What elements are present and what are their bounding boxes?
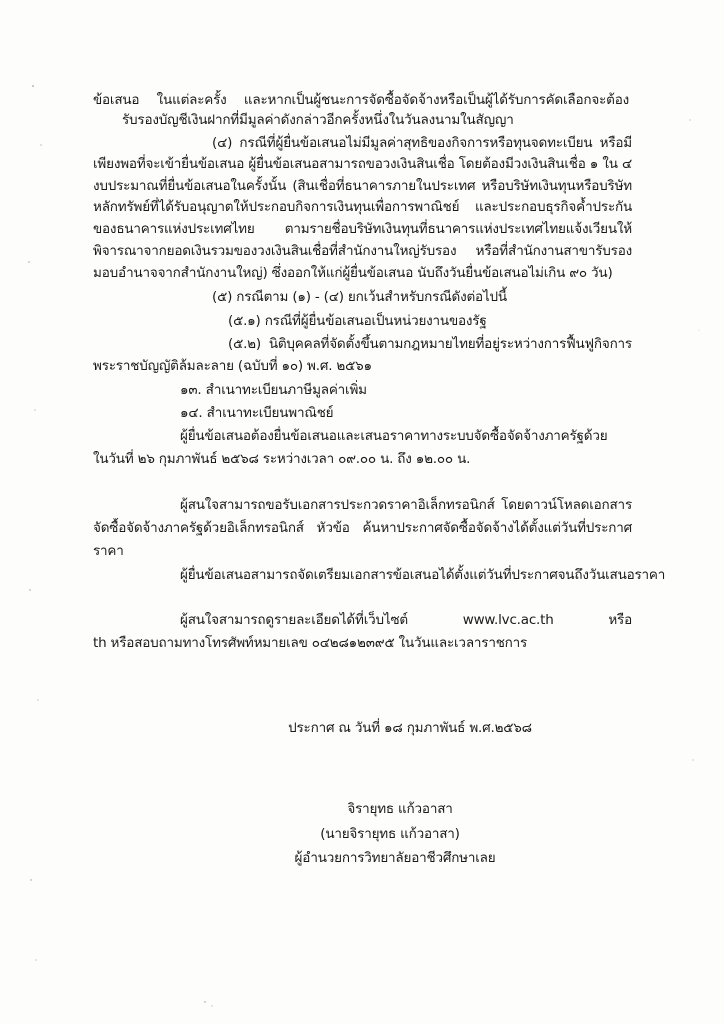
- paragraph-line: ๑๓. สำเนาทะเบียนภาษีมูลค่าเพิ่ม: [180, 382, 367, 398]
- paragraph-line: ผู้สนใจสามารถขอรับเอกสารประกวดราคาอิเล็กทรอนิกส์ โดยดาวน์โหลดเอกสาร: [180, 497, 632, 513]
- signer-name: (นายจิรายุทธ แก้วอาสา): [320, 826, 460, 842]
- paragraph-line: (๕.๑) กรณีที่ผู้ยื่นข้อเสนอเป็นหน่วยงานของรัฐ: [228, 313, 487, 329]
- paragraph-line: th หรือสอบถามทางโทรศัพท์หมายเลข ๐๔๒๘๑๒๓๙๕ ในวันและเวลาราชการ: [93, 635, 528, 651]
- paragraph-line: ผู้ยื่นข้อเสนอต้องยื่นข้อเสนอและเสนอราคาทางระบบจัดซื้อจัดจ้างภาครัฐด้วย: [180, 428, 608, 444]
- paragraph-line: (๕.๒) นิติบุคคลที่จัดตั้งขึ้นตามกฎหมายไทยที่อยู่ระหว่างการฟื้นฟูกิจการ: [228, 336, 632, 352]
- paragraph-line: พิจารณาจากยอดเงินรวมของวงเงินสินเชื่อที่สำนักงานใหญ่รับรอง หรือที่สำนักงานสาขารับรอง: [93, 243, 632, 259]
- paragraph-line: ราคา: [93, 543, 124, 559]
- signer-position: ผู้อำนวยการวิทยาลัยอาชีวศึกษาเลย: [294, 850, 496, 866]
- paragraph-line: ผู้สนใจสามารถดูรายละเอียดได้ที่เว็บไซต์ www.lvc.ac.th หรือ: [180, 612, 632, 628]
- paragraph-line: งบประมาณที่ยื่นข้อเสนอในครั้งนั้น (สินเชื่อที่ธนาคารภายในประเทศ หรือบริษัทเงินทุนหรือบริษัท: [93, 178, 632, 194]
- paragraph-line: เพียงพอที่จะเข้ายื่นข้อเสนอ ผู้ยื่นข้อเสนอสามารถขอวงเงินสินเชื่อ โดยต้องมีวงเงินสินเชื่อ ๑ ใน ๔: [93, 156, 632, 172]
- paragraph-line: ๑๔. สำเนาทะเบียนพาณิชย์: [180, 405, 334, 421]
- signature-text: จิรายุทธ แก้วอาสา: [347, 801, 453, 817]
- paragraph-line: หลักทรัพย์ที่ได้รับอนุญาตให้ประกอบกิจการเงินทุนเพื่อการพาณิชย์ และประกอบธุรกิจค้ำประกัน: [93, 199, 632, 215]
- paragraph-line: (๔) กรณีที่ผู้ยื่นข้อเสนอไม่มีมูลค่าสุทธิของกิจการหรือทุนจดทะเบียน หรือมี: [212, 135, 632, 151]
- paragraph-line: มอบอำนาจจากสำนักงานใหญ่) ซึ่งออกให้แก่ผู้ยื่นข้อเสนอ นับถึงวันยื่นข้อเสนอไม่เกิน ๙๐ วัน): [93, 265, 613, 281]
- paragraph-line: จัดซื้อจัดจ้างภาครัฐด้วยอิเล็กทรอนิกส์ หัวข้อ ค้นหาประกาศจัดซื้อจัดจ้างได้ตั้งแต่วันที่ประกาศ: [93, 520, 632, 536]
- paragraph-line: พระราชบัญญัติล้มละลาย (ฉบับที่ ๑๐) พ.ศ. ๒๕๖๑: [93, 358, 372, 374]
- paragraph-line: ในวันที่ ๒๖ กุมภาพันธ์ ๒๕๖๘ ระหว่างเวลา ๐๙.๐๐ น. ถึง ๑๒.๐๐ น.: [93, 451, 471, 467]
- paragraph-line: รับรองบัญชีเงินฝากที่มีมูลค่าดังกล่าวอีกครั้งหนึ่งในวันลงนามในสัญญา: [122, 112, 514, 128]
- paragraph-line: (๕) กรณีตาม (๑) - (๔) ยกเว้นสำหรับกรณีดังต่อไปนี้: [212, 289, 507, 305]
- announcement-date: ประกาศ ณ วันที่ ๑๘ กุมภาพันธ์ พ.ศ.๒๕๖๘: [288, 720, 532, 736]
- paragraph-line: ข้อเสนอ ในแต่ละครั้ง และหากเป็นผู้ชนะการจัดซื้อจัดจ้างหรือเป็นผู้ได้รับการคัดเลือกจะต้อง: [93, 92, 629, 108]
- paragraph-line: ผู้ยื่นข้อเสนอสามารถจัดเตรียมเอกสารข้อเสนอได้ตั้งแต่วันที่ประกาศจนถึงวันเสนอราคา: [180, 567, 666, 583]
- paragraph-line: ของธนาคารแห่งประเทศไทย ตามรายชื่อบริษัทเงินทุนที่ธนาคารแห่งประเทศไทยแจ้งเวียนให้: [93, 221, 632, 237]
